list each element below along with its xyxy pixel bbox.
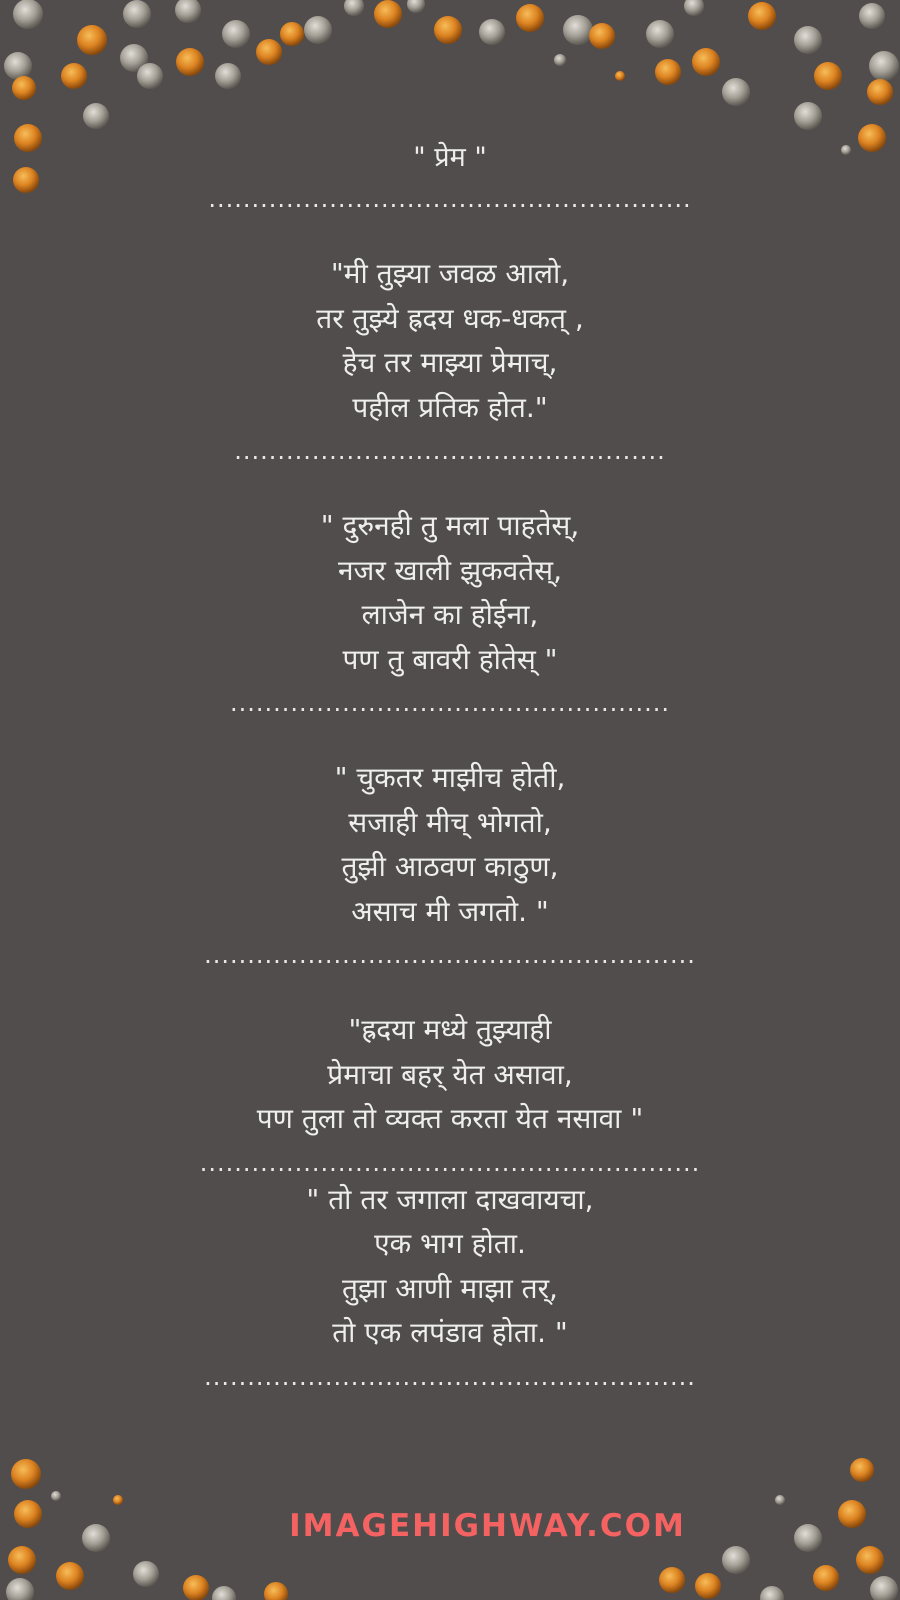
poem-line: "मी तुझ्या जवळ आलो, <box>330 257 570 290</box>
poem-line: एक भाग होता. <box>374 1227 526 1260</box>
orange-dot <box>256 39 282 65</box>
silver-dot <box>775 1495 785 1505</box>
orange-dot <box>113 1495 123 1505</box>
poem-line: " दुरुनही तु मला पाहतेस्, <box>320 509 580 542</box>
separator: ................................................... <box>229 689 671 717</box>
orange-dot <box>8 1546 36 1574</box>
poem-line: पण तुला तो व्यक्त करता येत नसावा " <box>256 1102 644 1135</box>
orange-dot <box>434 16 462 44</box>
orange-dot <box>56 1562 84 1590</box>
silver-dot <box>83 103 109 129</box>
silver-dot <box>859 3 885 29</box>
silver-dot <box>344 0 364 16</box>
silver-dot <box>13 0 43 29</box>
separator: .................................................. <box>234 437 666 465</box>
orange-dot <box>374 0 402 28</box>
watermark: IMAGEHIGHWAY.COM <box>289 1508 686 1544</box>
stanza-1 <box>0 252 900 430</box>
orange-dot <box>615 71 625 81</box>
orange-dot <box>176 48 204 76</box>
silver-dot <box>554 54 566 66</box>
silver-dot <box>563 15 593 45</box>
silver-dot <box>722 78 750 106</box>
orange-dot <box>264 1582 288 1600</box>
poem-line: " तो तर जगाला दाखवायचा, <box>306 1182 594 1216</box>
poem-line: पहील प्रतिक होत." <box>352 390 548 424</box>
silver-dot <box>123 0 151 28</box>
poem-line: तुझी आठवण काठुण, <box>341 850 559 883</box>
poem-line: लाजेन का होईना, <box>361 598 539 631</box>
orange-dot <box>692 48 720 76</box>
poem-line: तो एक लपंडाव होता. " <box>332 1316 568 1349</box>
poem-line: तर तुझ्ये ह्रदय धक-धकत् , <box>316 301 584 335</box>
stanza-5 <box>0 1178 900 1356</box>
poem-line: सजाही मीच् भोगतो, <box>348 805 552 839</box>
poem <box>0 138 900 1392</box>
orange-dot <box>856 1546 884 1574</box>
separator: ......................................................... <box>204 1362 696 1391</box>
orange-dot <box>655 59 681 85</box>
silver-dot <box>794 102 822 130</box>
poem-line: असाच मी जगतो. " <box>351 894 549 928</box>
poem-line: " चुकतर माझीच होती, <box>334 761 566 794</box>
orange-dot <box>659 1567 685 1593</box>
poem-line: प्रेमाचा बहर् येत असावा, <box>327 1057 573 1091</box>
silver-dot <box>304 16 332 44</box>
silver-dot <box>870 1576 898 1600</box>
poem-line: पण तु बावरी होतेस् " <box>342 642 558 676</box>
silver-dot <box>479 19 505 45</box>
orange-dot <box>183 1575 209 1600</box>
silver-dot <box>646 20 674 48</box>
silver-dot <box>133 1561 159 1587</box>
poem-line: "ह्रदया मध्ये तुझ्याही <box>348 1013 552 1046</box>
orange-dot <box>12 76 36 100</box>
silver-dot <box>6 1578 34 1600</box>
silver-dot <box>722 1546 750 1574</box>
silver-dot <box>212 1586 236 1600</box>
separator: ........................................................ <box>208 185 692 213</box>
poem-line: हेच तर माझ्या प्रेमाच्, <box>342 346 558 379</box>
poem-line: तुझा आणी माझा तर्, <box>342 1271 558 1305</box>
poem-line: नजर खाली झुकवतेस्, <box>338 553 562 587</box>
orange-dot <box>77 25 107 55</box>
silver-dot <box>137 63 163 89</box>
separator: ......................................................... <box>204 941 696 969</box>
orange-dot <box>867 79 893 105</box>
silver-dot <box>869 51 899 81</box>
silver-dot <box>222 20 250 48</box>
poem-title: " प्रेम " <box>413 142 487 173</box>
stanza-3 <box>0 756 900 934</box>
stanza-2 <box>0 504 900 682</box>
silver-dot <box>760 1586 784 1600</box>
silver-dot <box>684 0 704 16</box>
silver-dot <box>175 0 201 23</box>
orange-dot <box>516 4 544 32</box>
orange-dot <box>589 23 615 49</box>
orange-dot <box>850 1458 874 1482</box>
orange-dot <box>695 1573 721 1599</box>
silver-dot <box>120 44 148 72</box>
orange-dot <box>814 62 842 90</box>
orange-dot <box>748 2 776 30</box>
silver-dot <box>4 52 32 80</box>
orange-dot <box>280 22 304 46</box>
orange-dot <box>61 63 87 89</box>
silver-dot <box>215 63 241 89</box>
silver-dot <box>407 0 425 13</box>
separator: .......................................................... <box>199 1148 701 1177</box>
orange-dot <box>813 1565 839 1591</box>
silver-dot <box>51 1491 61 1501</box>
stanza-4 <box>0 1008 900 1142</box>
silver-dot <box>794 26 822 54</box>
orange-dot <box>11 1459 41 1489</box>
